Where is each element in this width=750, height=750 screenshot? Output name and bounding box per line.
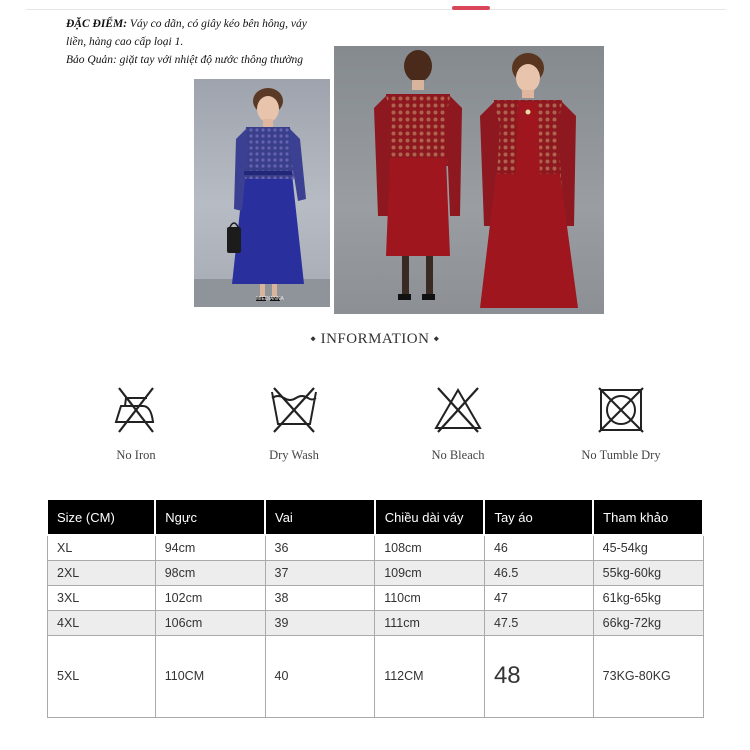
table-cell: 46.5 <box>484 560 593 585</box>
table-row <box>48 585 704 610</box>
table-cell: 106cm <box>155 610 265 635</box>
scroll-indicator <box>452 6 490 10</box>
table-cell: 36 <box>265 535 375 560</box>
table-cell: 102cm <box>155 585 265 610</box>
care-item-no-tumble-dry <box>561 384 681 463</box>
table-cell: 4XL <box>48 610 156 635</box>
table-cell: 94cm <box>155 535 265 560</box>
no-iron-icon <box>111 384 161 436</box>
table-cell: 2XL <box>48 560 156 585</box>
table-cell: 5XL <box>48 635 156 717</box>
table-cell: 38 <box>265 585 375 610</box>
no-tumble-dry-icon <box>595 384 647 436</box>
table-cell: XL <box>48 535 156 560</box>
table-cell: 55kg-60kg <box>593 560 703 585</box>
care-label-dry-wash: Dry Wash <box>269 448 319 462</box>
table-cell: 46 <box>484 535 593 560</box>
product-photo-red[interactable] <box>334 46 604 314</box>
table-cell: 73KG-80KG <box>593 635 703 717</box>
table-cell: 40 <box>265 635 375 717</box>
table-header-row <box>48 499 704 535</box>
care-label-no-bleach: No Bleach <box>431 448 485 462</box>
info-section-title <box>0 330 750 348</box>
features-text: Váy co dãn, có giây kéo bên hông, váy liền, hàng cao cấp loại 1. <box>66 18 307 48</box>
header-size: Size (CM) <box>48 499 156 535</box>
table-row <box>48 560 704 585</box>
table-cell: 61kg-65kg <box>593 585 703 610</box>
info-title-text: INFORMATION <box>320 331 430 347</box>
header-reference: Tham khảo <box>593 499 703 535</box>
features-label: ĐẶC ĐIỂM: <box>66 18 128 30</box>
table-cell: 45-54kg <box>593 535 703 560</box>
header-chest: Ngực <box>155 499 265 535</box>
table-row <box>48 610 704 635</box>
header-dress-length: Chiều dài váy <box>375 499 485 535</box>
photo-caption: MIEDIANNA <box>256 296 284 302</box>
table-row <box>48 535 704 560</box>
size-table <box>47 498 704 718</box>
care-item-dry-wash <box>234 384 354 463</box>
table-cell: 37 <box>265 560 375 585</box>
table-cell: 98cm <box>155 560 265 585</box>
table-cell: 109cm <box>375 560 485 585</box>
table-cell: 48 <box>484 635 593 717</box>
table-cell: 110cm <box>375 585 485 610</box>
table-cell: 112CM <box>375 635 485 717</box>
care-label-no-iron: No Iron <box>116 448 156 462</box>
no-dry-wash-icon <box>268 384 320 436</box>
header-shoulder: Vai <box>265 499 375 535</box>
care-label-no-tumble-dry: No Tumble Dry <box>581 448 661 462</box>
table-cell: 39 <box>265 610 375 635</box>
header-sleeve: Tay áo <box>484 499 593 535</box>
table-cell: 47 <box>484 585 593 610</box>
care-label: Bảo Quản: <box>66 54 117 66</box>
top-divider <box>26 9 726 10</box>
care-item-no-bleach <box>398 384 518 463</box>
care-text: giặt tay với nhiệt độ nước thông thường <box>119 54 303 66</box>
table-cell: 66kg-72kg <box>593 610 703 635</box>
red-dress-illustration <box>334 46 604 314</box>
no-bleach-icon <box>432 384 484 436</box>
diamond-icon: ⬩ <box>310 331 317 347</box>
table-row <box>48 635 704 717</box>
navy-dress-illustration <box>194 79 330 307</box>
table-cell: 108cm <box>375 535 485 560</box>
table-cell: 110CM <box>155 635 265 717</box>
care-item-no-iron <box>76 384 196 463</box>
product-photo-navy[interactable] <box>194 79 330 307</box>
product-description <box>66 15 316 69</box>
diamond-icon: ⬩ <box>433 331 440 347</box>
table-cell: 111cm <box>375 610 485 635</box>
table-cell: 3XL <box>48 585 156 610</box>
table-cell: 47.5 <box>484 610 593 635</box>
